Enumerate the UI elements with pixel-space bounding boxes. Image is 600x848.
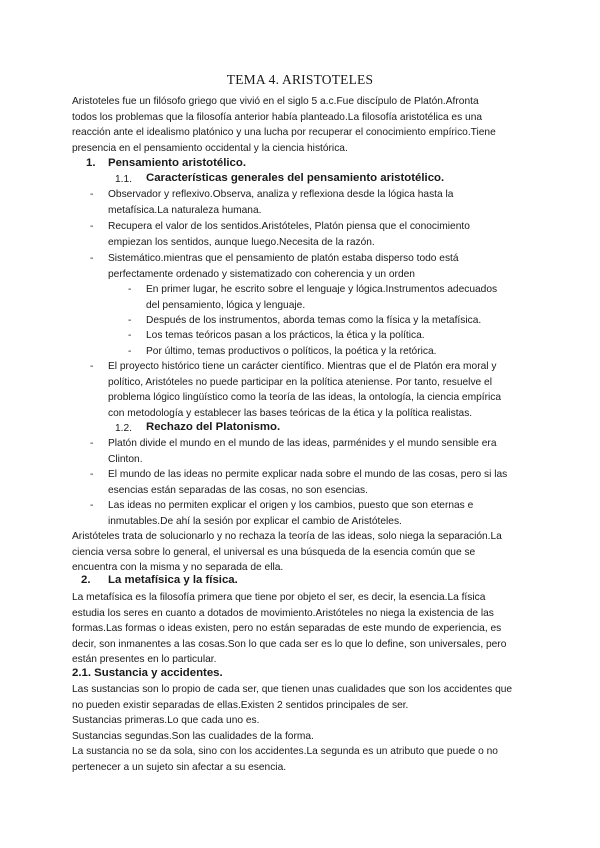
text-line: La metafísica es la filosofía primera que tiene por objeto el ser, es decir, la esencia.La física (72, 592, 486, 603)
text-line: estudia los seres en cuanto a dotados de movimiento.Aristóteles no niega la existencia de las (72, 607, 494, 619)
bullet-dash: - (90, 189, 94, 200)
text-line: encuentra con la misma y no separada de ella. (72, 562, 284, 574)
sub-bullet-dash: - (128, 346, 132, 357)
subsection-1-2-number: 1.2. (115, 423, 132, 434)
sub-bullet-dash: - (128, 284, 132, 295)
bullet-item (108, 187, 530, 218)
subsection-1-1-title: Características generales del pensamiento aristotélico. (146, 172, 445, 184)
bullet-item (108, 219, 530, 250)
text-line: Por último, temas productivos o políticos, la poética y la retórica. (146, 346, 437, 357)
sub-bullet-item (146, 313, 530, 329)
text-line: Sustancias primeras.Lo que cada uno es. (72, 715, 260, 727)
text-line: En primer lugar, he escrito sobre el lenguaje y lógica.Instrumentos adecuados (146, 284, 498, 295)
text-line: Los temas teóricos pasan a los prácticos, la ética y la política. (146, 330, 425, 341)
text-line: Sistemático.mientras que el pensamiento de platón estaba disperso todo está (108, 253, 459, 264)
text-line: inmutables.De ahí la sesión por explicar el cambio de Aristóteles. (108, 515, 402, 527)
text-line: con metodología y establecer las bases teóricas de la ética y la política realistas. (108, 407, 473, 419)
text-line: Después de los instrumentos, aborda temas como la física y la metafísica. (146, 315, 482, 326)
bullet-item (108, 359, 530, 421)
bullet-dash: - (90, 500, 94, 511)
document-title: TEMA 4. ARISTOTELES (226, 72, 374, 87)
paragraph (72, 682, 530, 776)
text-line: Observador y reflexivo.Observa, analiza y reflexiona desde la lógica hasta la (108, 189, 454, 200)
sub-bullet-item (146, 328, 530, 344)
section-1-number: 1. (86, 157, 96, 169)
bullet-item (108, 467, 530, 498)
section-2-title: La metafísica y la física. (108, 574, 238, 586)
text-line: decir, son inmanentes a las cosas.Son lo que cada ser es lo que lo define, son universales, pero (72, 638, 507, 650)
text-line: del pensamiento, lógica y lenguaje. (146, 299, 306, 311)
text-line: esencias están separadas de las cosas, no son esencias. (108, 484, 368, 496)
text-line: ciencia versa sobre lo general, el universal es una búsqueda de la esencia común que se (72, 546, 476, 558)
text-line: Aristoteles fue un filósofo griego que vivió en el siglo 5 a.c.Fue discípulo de Platón.Afronta (72, 96, 479, 107)
text-line: formas.Las formas o ideas existen, pero no están separadas de este mundo de experiencia, es (72, 623, 502, 635)
bullet-item (108, 251, 530, 282)
text-line: La sustancia no se da sola, sino con los accidentes.La segunda es un atributo que puede o no (72, 746, 498, 758)
subsection-2-1-title: 2.1. Sustancia y accidentes. (72, 667, 223, 679)
text-line: Clinton. (108, 453, 143, 465)
subsection-1-2-title: Rechazo del Platonismo. (146, 421, 281, 433)
text-line: reacción ante el idealismo platónico y una lucha por recuperar el conocimiento empírico.Tiene (72, 127, 496, 139)
intro-paragraph (72, 94, 530, 156)
sub-bullet-dash: - (128, 315, 132, 326)
bullet-dash: - (90, 469, 94, 480)
text-line: metafísica.La naturaleza humana. (108, 204, 262, 216)
bullet-item (108, 498, 530, 529)
subsection-1-1-number: 1.1. (115, 174, 132, 185)
section-1-title: Pensamiento aristotélico. (108, 157, 246, 169)
text-line: Aristóteles trata de solucionarlo y no rechaza la teoría de las ideas, solo niega la separación.La (72, 531, 502, 542)
bullet-dash: - (90, 361, 94, 372)
bullet-dash: - (90, 221, 94, 232)
text-line: pertenecer a un sujeto sin afectar a su esencia. (72, 761, 287, 773)
text-line: Las ideas no permiten explicar el origen y los cambios, puesto que son eternas e (108, 500, 474, 511)
text-line: empiezan los sentidos, aunque luego.Necesita de la razón. (108, 236, 375, 248)
text-line: todos los problemas que la filosofía anterior había planteado.La filosofía aristotélica es una (72, 111, 483, 123)
text-line: Recupera el valor de los sentidos.Aristóteles, Platón piensa que el conocimiento (108, 221, 470, 232)
sub-bullet-item (146, 344, 530, 360)
section-2-number: 2. (81, 574, 91, 586)
text-line: Platón divide el mundo en el mundo de las ideas, parménides y el mundo sensible era (108, 438, 497, 449)
text-line: no pueden existir separadas de ellas.Existen 2 sentidos principales de ser. (72, 699, 409, 711)
sub-bullet-item (146, 282, 530, 313)
text-line: Las sustancias son lo propio de cada ser, que tienen unas cualidades que son los accidentes que (72, 684, 513, 695)
text-line: perfectamente ordenado y sistematizado con coherencia y un orden (108, 268, 415, 280)
paragraph (72, 590, 530, 668)
bullet-item (108, 436, 530, 467)
paragraph (72, 529, 530, 576)
text-line: están presentes en lo particular. (72, 654, 217, 666)
text-line: Sustancias segundas.Son las cualidades de la forma. (72, 730, 314, 742)
bullet-dash: - (90, 253, 94, 264)
text-line: problema lógico lingüístico como la teoría de las ideas, la ontología, la ciencia empírica (108, 392, 501, 404)
text-line: El proyecto histórico tiene un carácter científico. Mientras que el de Platón era moral y (108, 361, 497, 372)
bullet-dash: - (90, 438, 94, 449)
text-line: El mundo de las ideas no permite explicar nada sobre el mundo de las cosas, pero si las (108, 469, 508, 480)
text-line: político, Aristóteles no puede participar en la política ateniense. Por tanto, resuelve el (108, 376, 492, 388)
text-line: presencia en el pensamiento occidental y la ciencia histórica. (72, 142, 348, 154)
sub-bullet-dash: - (128, 330, 132, 341)
